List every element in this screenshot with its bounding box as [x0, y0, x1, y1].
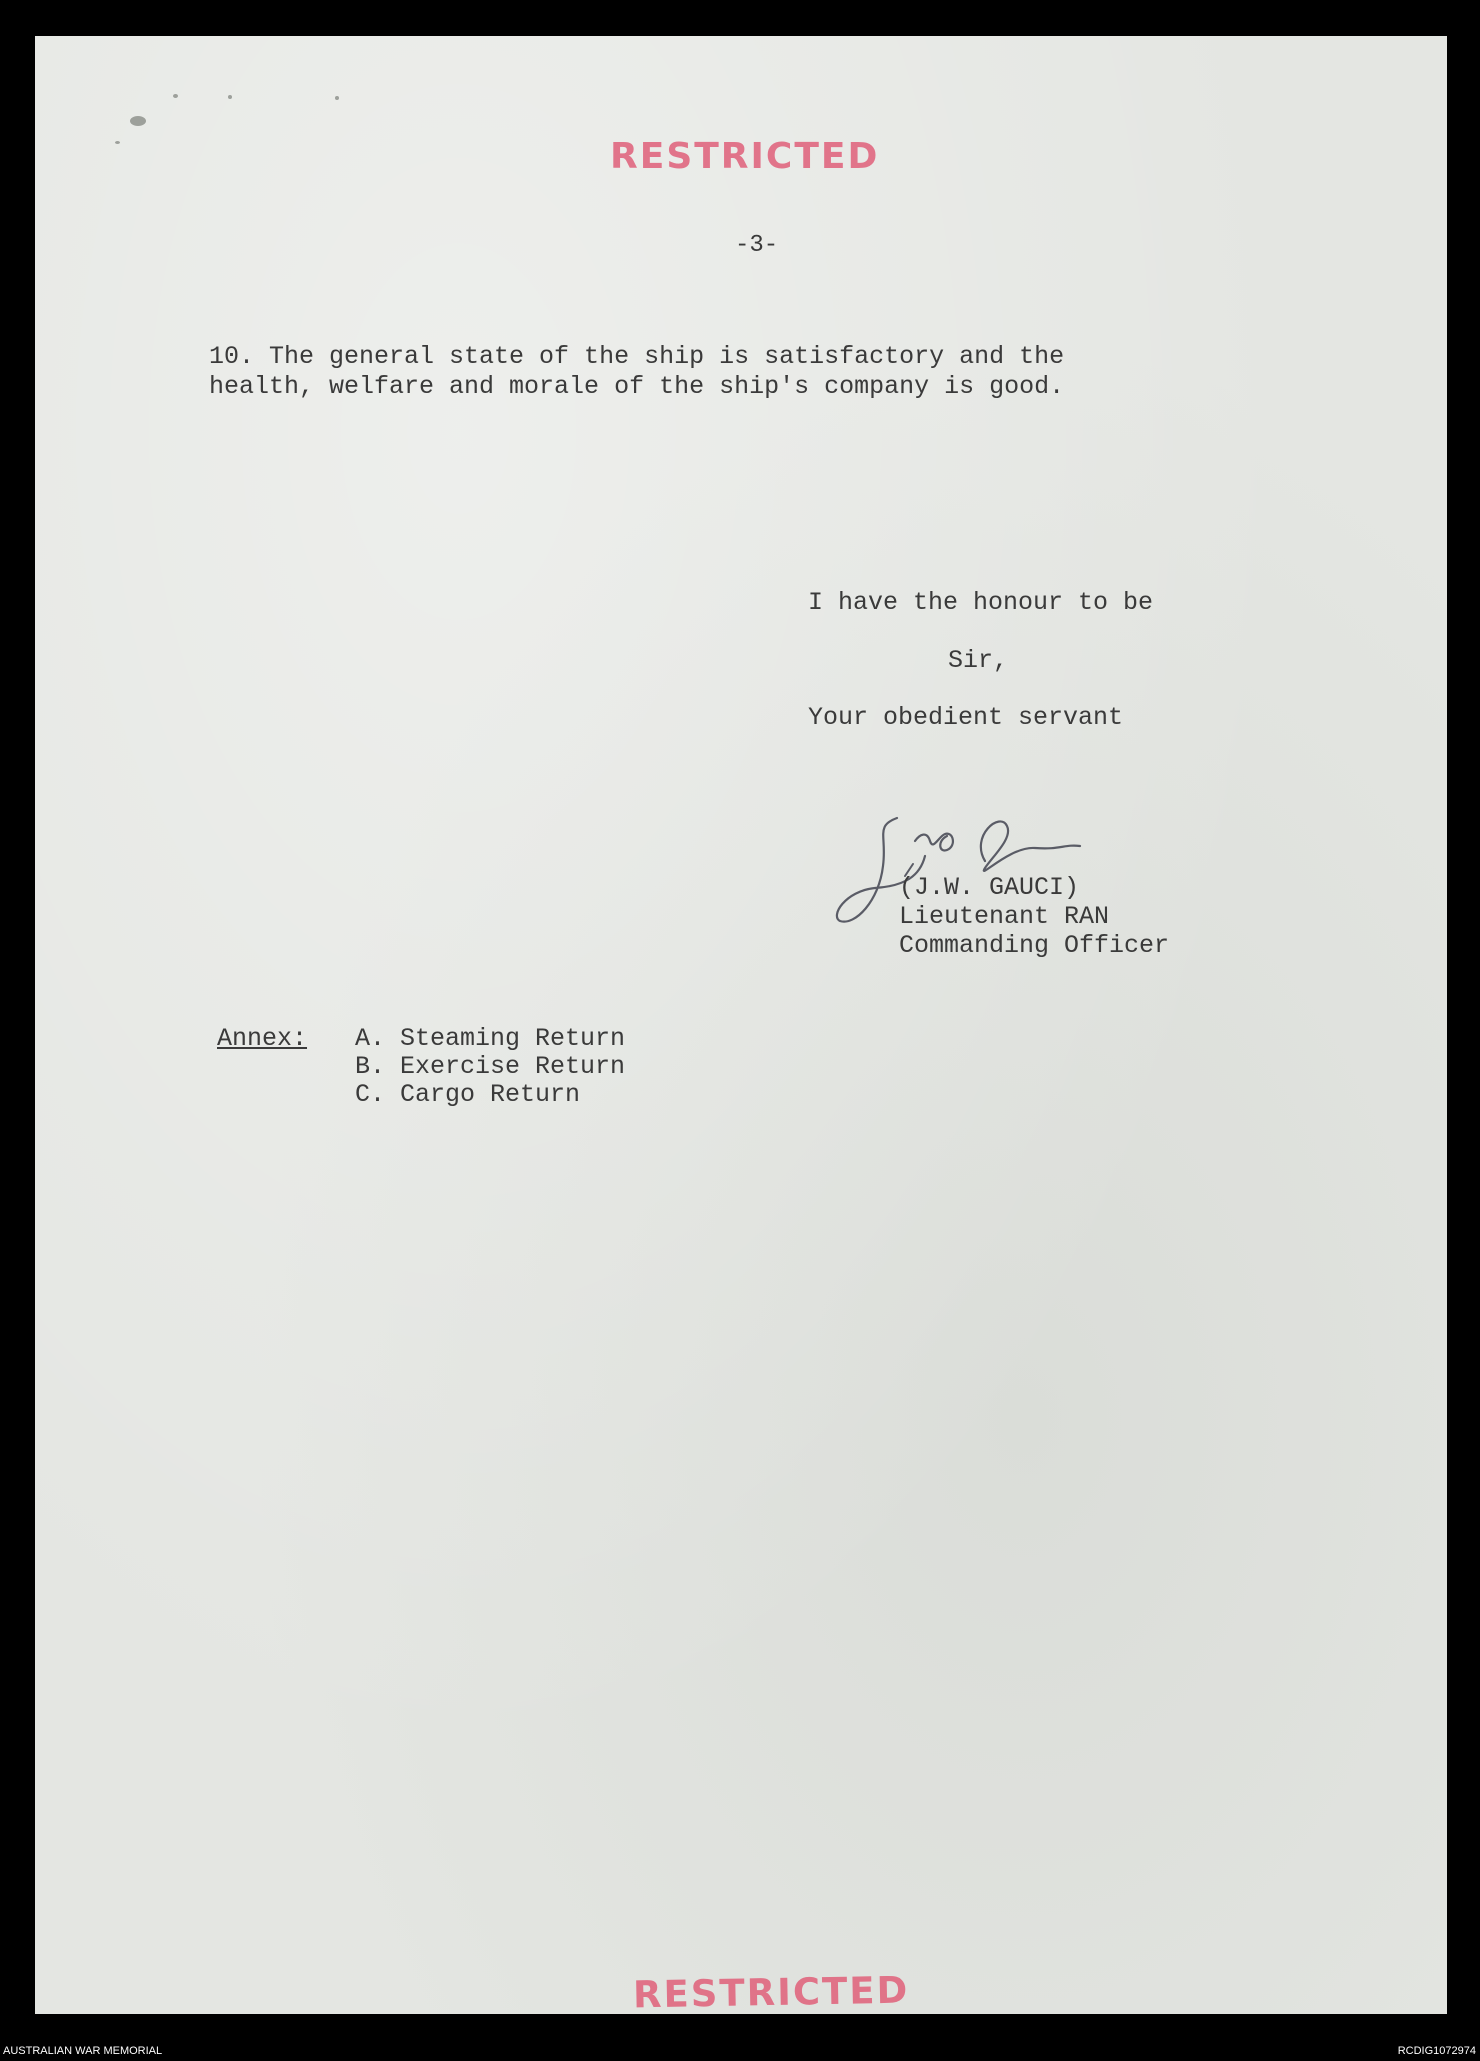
punch-mark [173, 94, 178, 98]
punch-mark [335, 96, 339, 100]
annex-item: C. Cargo Return [355, 1080, 581, 1109]
closing-line-honour: I have the honour to be [808, 588, 1154, 617]
page-number: -3- [735, 232, 779, 259]
closing-line-sir: Sir, [948, 646, 1009, 675]
punch-mark [115, 141, 120, 144]
archive-credit: AUSTRALIAN WAR MEMORIAL [3, 2045, 163, 2057]
annex-label: Annex: [217, 1024, 308, 1053]
paragraph-line-2: health, welfare and morale of the ship's company is good. [209, 372, 1065, 401]
restricted-stamp-bottom: RESTRICTED [632, 1968, 910, 2017]
annex-item: B. Exercise Return [355, 1052, 626, 1081]
signatory-role: Commanding Officer [899, 931, 1170, 960]
document-page [35, 36, 1447, 2017]
annex-item: A. Steaming Return [355, 1024, 626, 1053]
punch-mark [130, 116, 146, 126]
punch-mark [228, 95, 232, 99]
signatory-rank: Lieutenant RAN [899, 902, 1110, 931]
closing-line-servant: Your obedient servant [808, 703, 1124, 732]
restricted-stamp-top: RESTRICTED [610, 136, 880, 177]
signatory-name: (J.W. GAUCI) [899, 873, 1080, 902]
archive-reference: RCDIG1072974 [1397, 2045, 1476, 2057]
paragraph-line-1: 10. The general state of the ship is satisfactory and the [209, 342, 1065, 371]
